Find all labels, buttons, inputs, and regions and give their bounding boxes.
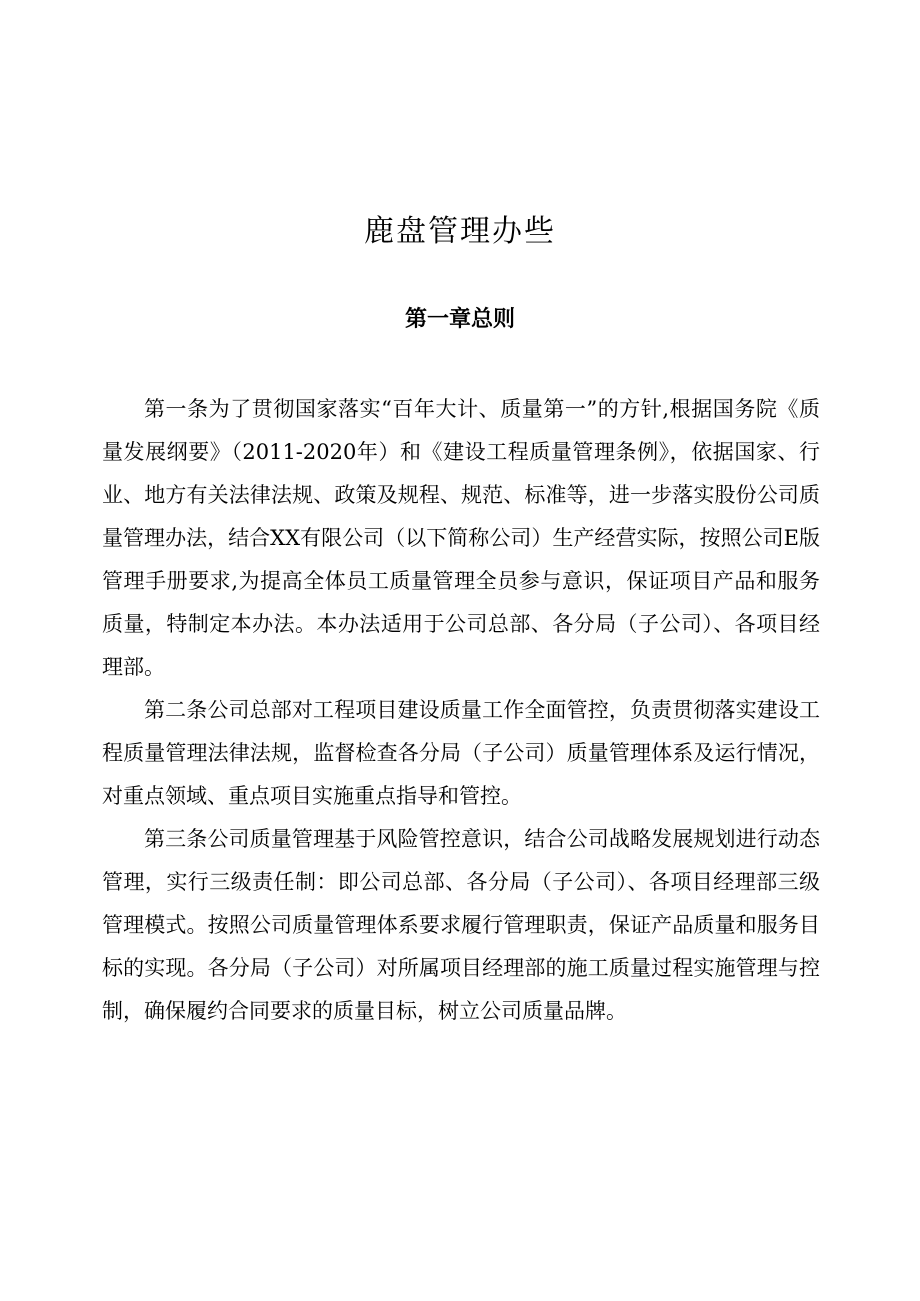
article-3: 第三条公司质量管理基于风险管控意识，结合公司战略发展规划进行动态管理，实行三级责任制：即公司总部、各分局（子公司）、各项目经理部三级管理模式。按照公司质量管理体系要求履行管理职责，保证产品质量和服务目标的实现。各分局（子公司）对所属项目经理部的施工质量过程实施管理与控制，确保履约合同要求的质量目标，树立公司质量品牌。 [102, 827, 820, 1023]
article-2: 第二条公司总部对工程项目建设质量工作全面管控，负责贯彻落实建设工程质量管理法律法规，监督检查各分局（子公司）质量管理体系及运行情况，对重点领域、重点项目实施重点指导和管控。 [102, 698, 820, 808]
document-body [102, 388, 820, 1033]
article-1: 第一条为了贯彻国家落实“百年大计、质量第一”的方针,根据国务院《质量发展纲要》（2011-2020年）和《建设工程质量管理条例》，依据国家、行业、地方有关法律法规、政策及规程、规范、标准等，进一步落实股份公司质量管理办法，结合XX有限公司（以下简称公司）生产经营实际，按照公司E版管理手册要求,为提高全体员工质量管理全员参与意识，保证项目产品和服务质量，特制定本办法。本办法适用于公司总部、各分局（子公司）、各项目经理部。 [102, 397, 820, 679]
chapter-heading: 第一章总则 [404, 307, 515, 332]
document-title: 鹿盘管理办些 [364, 214, 556, 249]
